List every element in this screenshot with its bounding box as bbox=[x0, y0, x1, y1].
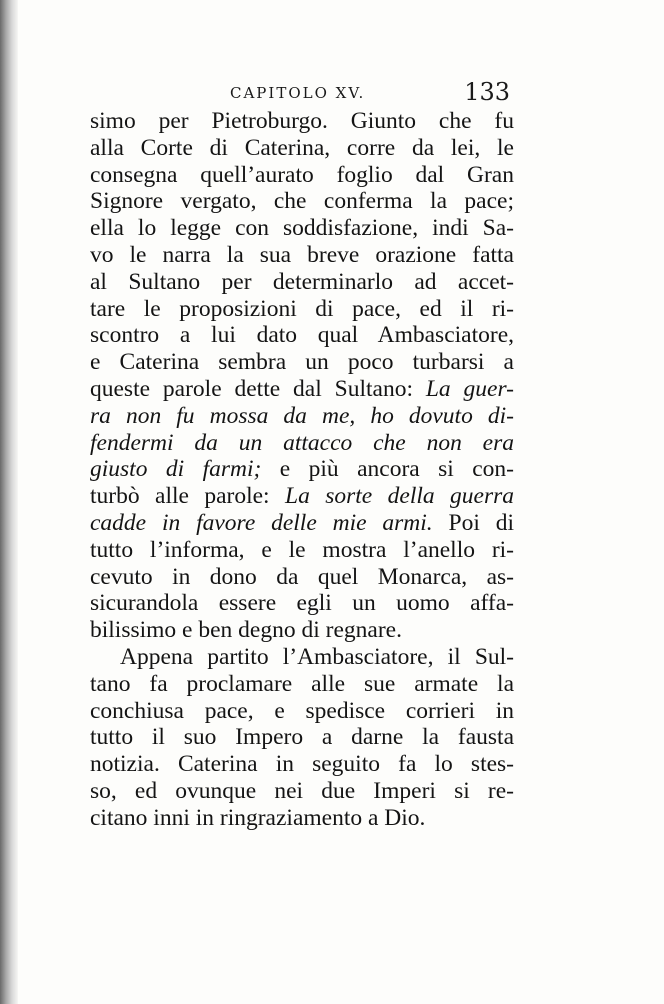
text-line: al Sultano per determinarlo ad accet- bbox=[90, 268, 514, 295]
page-header bbox=[90, 80, 510, 106]
text-line: citano inni in ringraziamento a Dio. bbox=[90, 804, 426, 831]
italic-quote: cadde in favore delle mie armi. bbox=[90, 509, 433, 536]
text-line: ella lo legge con soddisfazione, indi Sa- bbox=[90, 215, 514, 242]
text-line: tutto il suo Impero a darne la fausta bbox=[90, 724, 514, 751]
text-line: tano fa proclamare alle sue armate la bbox=[90, 670, 514, 697]
text-line: vo le narra la sua breve orazione fatta bbox=[90, 241, 514, 268]
text-line bbox=[90, 403, 514, 430]
text-line bbox=[90, 430, 514, 457]
text-line: bilissimo e ben degno di regnare. bbox=[90, 617, 402, 644]
text-line: turbò alle parole: La sorte della guerra bbox=[90, 483, 514, 510]
text-line: giusto di farmi; e più ancora si con- bbox=[90, 456, 514, 483]
text-line: tare le proposizioni di pace, ed il ri- bbox=[90, 295, 514, 322]
text-line: scontro a lui dato qual Ambasciatore, bbox=[90, 322, 514, 349]
text-line: cadde in favore delle mie armi. Poi di bbox=[90, 509, 514, 536]
binding-edge-shadow bbox=[0, 0, 18, 1004]
text-line: cevuto in dono da quel Monarca, as- bbox=[90, 563, 514, 590]
text-line: notizia. Caterina in seguito fa lo stes- bbox=[90, 751, 514, 778]
text-line: alla Corte di Caterina, corre da lei, le bbox=[90, 134, 514, 161]
body-text bbox=[90, 108, 514, 832]
italic-quote: ra non fu mossa da me, ho dovuto di- bbox=[90, 402, 514, 429]
text-line: Signore vergato, che conferma la pace; bbox=[90, 188, 514, 215]
text-line: e Caterina sembra un poco turbarsi a bbox=[90, 349, 514, 376]
italic-quote: giusto di farmi; bbox=[90, 456, 262, 483]
text-line: queste parole dette dal Sultano: La guer- bbox=[90, 375, 514, 402]
text-line: so, ed ovunque nei due Imperi si re- bbox=[90, 777, 514, 804]
text-line: simo per Pietroburgo. Giunto che fu bbox=[90, 108, 514, 134]
italic-quote: La guer- bbox=[425, 375, 514, 402]
text-line: Appena partito l’Ambasciatore, il Sul- bbox=[120, 643, 514, 670]
running-head: CAPITOLO XV. bbox=[230, 84, 366, 102]
text-line: sicurandola essere egli un uomo affa- bbox=[90, 590, 514, 617]
italic-quote: La sorte della guerra bbox=[285, 483, 514, 510]
page-number: 133 bbox=[464, 78, 510, 106]
text-line: tutto l’informa, e le mostra l’anello ri- bbox=[90, 536, 514, 563]
text-line: consegna quell’aurato foglio dal Gran bbox=[90, 161, 514, 188]
italic-quote: fendermi da un attacco che non era bbox=[90, 429, 514, 456]
text-line: conchiusa pace, e spedisce corrieri in bbox=[90, 697, 514, 724]
